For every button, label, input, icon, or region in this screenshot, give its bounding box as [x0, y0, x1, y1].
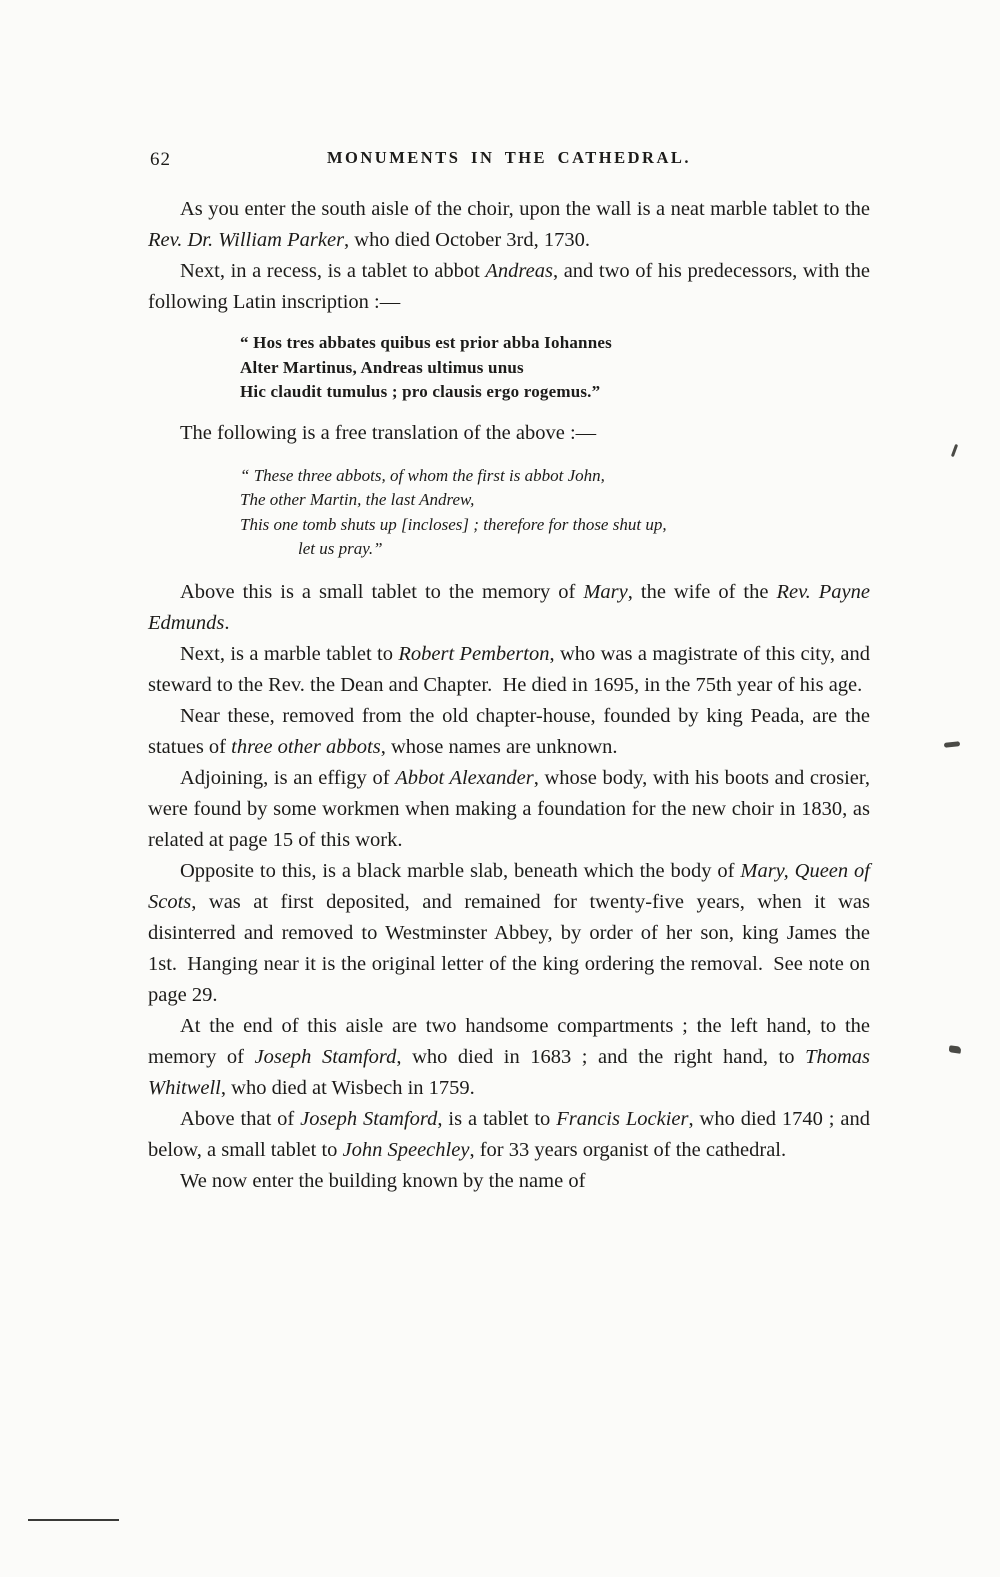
- body-text: We now enter the building known by the name of: [180, 1169, 586, 1192]
- body-text: , whose body, with his boots and crosier, were found by some workmen when making a foundation for the new choir in 1830, as related at page 15 of this work.: [148, 766, 870, 851]
- body-text: , who died 1740 ; and below, a small tablet to: [148, 1107, 870, 1161]
- italic-text: Mary: [583, 580, 628, 603]
- paragraph-abbot-alexander: [148, 763, 870, 856]
- italic-text: Joseph Stamford: [300, 1107, 438, 1130]
- quote-line: Alter Martinus, Andreas ultimus unus: [240, 357, 524, 377]
- body-text: , and two of his predecessors, with the following Latin inscription :—: [148, 260, 870, 313]
- quote-line: The other Martin, the last Andrew,: [240, 490, 475, 509]
- paragraph-andreas: [148, 256, 870, 318]
- quote-line: This one tomb shuts up [incloses] ; therefore for those shut up,: [240, 514, 667, 534]
- italic-text: Francis Lockier: [556, 1107, 689, 1130]
- page-number: 62: [150, 149, 171, 170]
- body-text: Next, in a recess, is a tablet to abbot: [180, 260, 486, 282]
- italic-text: Mary, Queen of Scots: [148, 859, 870, 913]
- body-text: , whose names are unknown.: [380, 735, 618, 758]
- paragraph-mary-edmunds: [148, 577, 870, 639]
- body-text: Next, is a marble tablet to: [180, 642, 399, 665]
- body-text: , who died October 3rd, 1730.: [344, 229, 590, 251]
- quote-line: “ These three abbots, of whom the first is abbot John,: [240, 465, 605, 485]
- body-text: , for 33 years organist of the cathedral.: [469, 1138, 787, 1161]
- body-text: Opposite to this, is a black marble slab, beneath which the body of: [180, 859, 741, 882]
- body-text: The following is a free translation of the above :—: [180, 421, 597, 444]
- latin-inscription: [240, 331, 870, 405]
- paragraph-translation-intro: [148, 418, 870, 449]
- italic-text: Andreas: [485, 260, 553, 282]
- body-text: Above this is a small tablet to the memory of: [180, 580, 584, 603]
- paragraph-parker: [148, 194, 870, 256]
- paragraph-lockier-speechley: [148, 1104, 870, 1166]
- body-text: .: [224, 611, 230, 634]
- body-text: , who died in 1683 ; and the right hand, to: [396, 1045, 806, 1068]
- page-header: [148, 148, 870, 168]
- italic-text: three other abbots: [231, 735, 381, 758]
- quote-line: let us pray.”: [298, 539, 383, 558]
- italic-text: Joseph Stamford: [254, 1045, 397, 1068]
- body-text: As you enter the south aisle of the choir, upon the wall is a neat marble tablet to the: [180, 198, 870, 220]
- scan-artifact: [951, 444, 958, 457]
- paragraph-mary-queen-of-scots: [148, 856, 870, 1011]
- paragraph-closing: [148, 1166, 870, 1197]
- italic-text: Thomas Whitwell: [148, 1045, 870, 1099]
- scan-artifact: [944, 741, 960, 748]
- quote-line: “ Hos tres abbates quibus est prior abba Iohannes: [240, 333, 612, 352]
- body-text: Above that of: [180, 1107, 301, 1130]
- italic-text: John Speechley: [342, 1138, 470, 1161]
- scan-artifact: [949, 1045, 962, 1054]
- body-text: Adjoining, is an effigy of: [180, 766, 396, 789]
- italic-text: Rev. Dr. William Parker: [148, 229, 345, 251]
- translation-quote: [240, 464, 870, 562]
- paragraph-compartments: [148, 1011, 870, 1104]
- body-text: , was at first deposited, and remained for twenty-five years, when it was disinterred and removed to Westminster Abbey, by order of her son, king James the 1st. Hanging near it is the original letter of the king ordering the removal. See note on page 29.: [148, 890, 870, 1006]
- body-text: , who was a magistrate of this city, and steward to the Rev. the Dean and Chapter. He died in 1695, in the 75th year of his age.: [148, 642, 870, 696]
- body-text: , is a tablet to: [437, 1107, 557, 1130]
- italic-text: Abbot Alexander: [395, 766, 534, 789]
- body-text: , the wife of the: [627, 580, 777, 603]
- running-title: MONUMENTS IN THE CATHEDRAL.: [326, 148, 691, 167]
- italic-text: Rev. Payne Edmunds: [148, 580, 870, 634]
- page-content: [148, 194, 870, 1197]
- paragraph-three-abbots: [148, 701, 870, 763]
- body-text: Near these, removed from the old chapter-house, founded by king Peada, are the statues of: [148, 704, 870, 758]
- signature-rule: [28, 1519, 119, 1521]
- body-text: , who died at Wisbech in 1759.: [220, 1076, 475, 1099]
- quote-line: Hic claudit tumulus ; pro clausis ergo rogemus.”: [240, 382, 601, 401]
- italic-text: Robert Pemberton: [398, 642, 550, 665]
- paragraph-pemberton: [148, 639, 870, 701]
- body-text: At the end of this aisle are two handsome compartments ; the left hand, to the memory of: [148, 1014, 870, 1068]
